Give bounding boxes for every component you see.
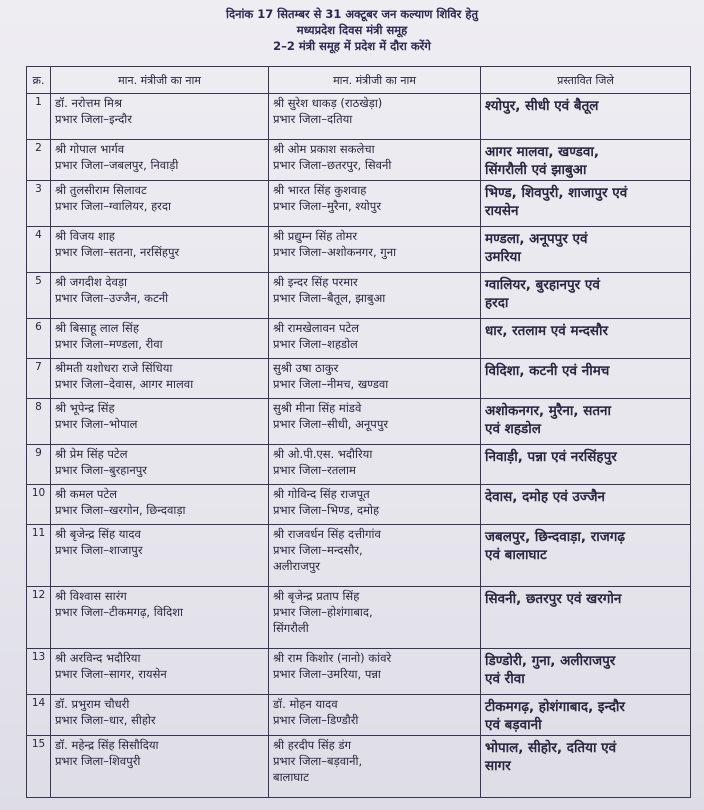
minister-2-cell [269,736,481,798]
minister-name: श्री राम किशोर (नानो) कांवरे [273,651,392,665]
minister-charge-district: प्रभार जिला–रतलाम [273,463,356,477]
minister-1-cell [51,181,269,227]
proposed-districts-text: एवं शहडोल [485,421,541,437]
proposed-districts-text: भोपाल, सीहोर, दतिया एवं [485,740,617,756]
proposed-districts-text: भिण्ड, शिवपुरी, शाजापुर एवं [485,185,628,201]
minister-name: श्री बिसाहू लाल सिंह [55,321,139,335]
minister-name: श्री रामखेलावन पटेल [273,321,360,335]
minister-charge-district: प्रभार जिला–मुरैना, श्योपुर [273,199,382,213]
proposed-districts-cell [481,736,691,798]
minister-charge-district: सिंगरौली [273,621,309,635]
minister-2-cell [269,525,481,587]
minister-1-cell [51,273,269,319]
minister-charge-district: प्रभार जिला–उमरिया, पन्ना [273,667,381,681]
proposed-districts-cell [481,525,691,587]
table-row [27,399,691,445]
minister-name: श्री राजवर्धन सिंह दत्तीगांव [273,527,381,541]
minister-charge-district: प्रभार जिला–दतिया [273,112,353,126]
minister-2-cell [269,695,481,736]
minister-charge-district: प्रभार जिला–शाजापुर [55,543,143,557]
table-row [27,227,691,273]
row-serial-number: 15 [27,736,51,798]
minister-name: श्री विजय शाह [55,229,115,243]
minister-charge-district: प्रभार जिला–बड़वानी, [273,754,363,768]
minister-name: डॉ. नरोत्तम मिश्र [55,96,122,110]
proposed-districts-cell [481,445,691,485]
document-header [0,0,704,54]
row-serial-number: 13 [27,649,51,695]
minister-name: श्री हरदीप सिंह डंग [273,738,351,752]
minister-name: डॉ. प्रभुराम चौधरी [55,697,130,711]
minister-1-cell [51,736,269,798]
proposed-districts-text: देवास, दमोह एवं उज्जैन [485,489,606,505]
row-serial-number: 7 [27,359,51,399]
minister-name: श्री भूपेन्द्र सिंह [55,401,115,415]
proposed-districts-text: उमरिया [485,249,521,265]
proposed-districts-cell [481,273,691,319]
proposed-districts-cell [481,94,691,140]
table-row [27,525,691,587]
proposed-districts-text: अशोकनगर, मुरैना, सतना [485,403,612,419]
minister-name: श्री कमल पटेल [55,487,118,501]
row-serial-number: 9 [27,445,51,485]
minister-charge-district: प्रभार जिला–टीकमगढ़, विदिशा [55,605,184,619]
minister-2-cell [269,485,481,525]
header-line-1: दिनांक 17 सितम्बर से 31 अक्टूबर जन कल्याण शिविर हेतु [225,7,479,21]
minister-name: श्री बृजेन्द्र सिंह यादव [55,527,141,541]
minister-charge-district: प्रभार जिला–अशोकनगर, गुना [273,245,397,259]
minister-2-cell [269,445,481,485]
minister-charge-district: प्रभार जिला–शहडोल [273,337,358,351]
minister-name: श्री गोपाल भार्गव [55,142,125,156]
proposed-districts-text: एवं बड़वानी [485,717,542,733]
minister-charge-district: प्रभार जिला–भिण्ड, दमोह [273,503,380,517]
minister-2-cell [269,319,481,359]
proposed-districts-text: आगर मालवा, खण्डवा, [485,144,599,160]
minister-name: श्री विश्वास सारंग [55,589,127,603]
minister-charge-district: प्रभार जिला–सागर, रायसेन [55,667,167,681]
proposed-districts-cell [481,140,691,181]
row-serial-number: 3 [27,181,51,227]
minister-charge-district: प्रभार जिला–बैतूल, झाबुआ [273,291,386,305]
minister-1-cell [51,587,269,649]
minister-charge-district: प्रभार जिला–खरगोन, छिन्दवाड़ा [55,503,186,517]
minister-charge-district: प्रभार जिला–भोपाल [55,417,138,431]
proposed-districts-text: सागर [485,758,511,774]
minister-charge-district: प्रभार जिला–छतरपुर, सिवनी [273,158,392,172]
proposed-districts-text: एवं रीवा [485,671,525,687]
proposed-districts-cell [481,399,691,445]
minister-2-cell [269,181,481,227]
row-serial-number: 11 [27,525,51,587]
minister-name: श्री प्रद्युम्न सिंह तोमर [273,229,358,243]
row-serial-number: 1 [27,94,51,140]
table-row [27,181,691,227]
minister-1-cell [51,399,269,445]
minister-2-cell [269,587,481,649]
proposed-districts-cell [481,359,691,399]
proposed-districts-text: जबलपुर, छिन्दवाड़ा, राजगढ़ [485,529,625,545]
minister-1-cell [51,649,269,695]
proposed-districts-cell [481,587,691,649]
proposed-districts-text: हरदा [485,295,509,311]
minister-2-cell [269,649,481,695]
minister-1-cell [51,319,269,359]
minister-charge-district: प्रभार जिला–जबलपुर, निवाड़ी [55,158,179,172]
column-header-minister-2: मान. मंत्रीजी का नाम [269,67,481,94]
proposed-districts-text: विदिशा, कटनी एवं नीमच [485,363,610,379]
minister-charge-district: प्रभार जिला–धार, सीहोर [55,713,156,727]
minister-charge-district: प्रभार जिला–मण्डला, रीवा [55,337,163,351]
minister-charge-district: प्रभार जिला–इन्दौर [55,112,132,126]
minister-charge-district: प्रभार जिला–होशंगाबाद, [273,605,373,619]
table-row [27,485,691,525]
minister-name: श्री प्रेम सिंह पटेल [55,447,128,461]
minister-name: श्री ओ.पी.एस. भदौरिया [273,447,373,461]
minister-charge-district: प्रभार जिला–नीमच, खण्डवा [273,377,389,391]
proposed-districts-cell [481,695,691,736]
table-row [27,359,691,399]
row-serial-number: 4 [27,227,51,273]
minister-charge-district: प्रभार जिला–डिण्डौरी [273,713,359,727]
proposed-districts-cell [481,227,691,273]
row-serial-number: 5 [27,273,51,319]
minister-charge-district: प्रभार जिला–उज्जैन, कटनी [55,291,169,305]
minister-charge-district: प्रभार जिला–मन्दसौर, [273,543,363,557]
minister-name: श्री जगदीश देवड़ा [55,275,127,289]
proposed-districts-text: निवाड़ी, पन्ना एवं नरसिंहपुर [485,449,617,465]
table-row [27,445,691,485]
minister-name: श्री इन्दर सिंह परमार [273,275,358,289]
minister-2-cell [269,359,481,399]
minister-name: श्री भारत सिंह कुशवाह [273,183,367,197]
table-row [27,273,691,319]
row-serial-number: 6 [27,319,51,359]
minister-2-cell [269,227,481,273]
column-header-serial: क्र. [27,67,51,94]
minister-name: श्री बृजेन्द्र प्रताप सिंह [273,589,360,603]
proposed-districts-cell [481,649,691,695]
table-header-row [27,67,691,94]
header-line-3: 2–2 मंत्री समूह में प्रदेश में दौरा करेंगे [273,39,431,53]
row-serial-number: 12 [27,587,51,649]
minister-group-table [26,66,691,798]
proposed-districts-text: श्योपुर, सीधी एवं बैतूल [485,98,599,114]
minister-name: श्री गोविन्द सिंह राजपूत [273,487,370,501]
proposed-districts-cell [481,485,691,525]
minister-2-cell [269,399,481,445]
minister-charge-district: बालाघाट [273,770,309,784]
proposed-districts-text: टीकमगढ़, होशंगाबाद, इन्दौर [485,699,625,715]
table-row [27,649,691,695]
minister-1-cell [51,359,269,399]
minister-name: डॉ. मोहन यादव [273,697,338,711]
minister-2-cell [269,140,481,181]
proposed-districts-text: डिण्डोरी, गुना, अलीराजपुर [485,653,616,669]
proposed-districts-text: सिंगरौली एवं झाबुआ [485,162,587,178]
table-row [27,94,691,140]
table-row [27,587,691,649]
header-line-2: मध्यप्रदेश दिवस मंत्री समूह [296,23,408,37]
proposed-districts-text: रायसेन [485,203,519,219]
minister-charge-district: प्रभार जिला–देवास, आगर मालवा [55,377,194,391]
minister-1-cell [51,445,269,485]
minister-charge-district: अलीराजपुर [273,559,321,573]
row-serial-number: 2 [27,140,51,181]
minister-1-cell [51,227,269,273]
minister-name: सुश्री उषा ठाकुर [273,361,339,375]
proposed-districts-text: धार, रतलाम एवं मन्दसौर [485,323,609,339]
row-serial-number: 14 [27,695,51,736]
minister-name: श्रीमती यशोधरा राजे सिंधिया [55,361,173,375]
table-row [27,736,691,798]
minister-1-cell [51,525,269,587]
proposed-districts-text: मण्डला, अनूपपुर एवं [485,231,588,247]
row-serial-number: 10 [27,485,51,525]
minister-2-cell [269,273,481,319]
minister-1-cell [51,485,269,525]
minister-1-cell [51,695,269,736]
minister-charge-district: प्रभार जिला–ग्वालियर, हरदा [55,199,171,213]
minister-charge-district: प्रभार जिला–सतना, नरसिंहपुर [55,245,180,259]
minister-charge-district: प्रभार जिला–बुरहानपुर [55,463,147,477]
minister-name: सुश्री मीना सिंह मांडवे [273,401,362,415]
column-header-districts: प्रस्तावित जिले [481,67,691,94]
table-body [27,94,691,798]
table-row [27,140,691,181]
minister-2-cell [269,94,481,140]
minister-1-cell [51,140,269,181]
proposed-districts-text: ग्वालियर, बुरहानपुर एवं [485,277,600,293]
minister-charge-district: प्रभार जिला–शिवपुरी [55,754,141,768]
proposed-districts-text: एवं बालाघाट [485,547,547,563]
minister-name: श्री सुरेश धाकड़ (राठखेड़ा) [273,96,383,110]
minister-name: श्री ओम प्रकाश सकलेचा [273,142,375,156]
proposed-districts-cell [481,319,691,359]
table-row [27,319,691,359]
row-serial-number: 8 [27,399,51,445]
minister-charge-district: प्रभार जिला–सीधी, अनूपपुर [273,417,389,431]
proposed-districts-text: सिवनी, छतरपुर एवं खरगोन [485,591,622,607]
minister-name: श्री तुलसीराम सिलावट [55,183,147,197]
table-row [27,695,691,736]
minister-1-cell [51,94,269,140]
proposed-districts-cell [481,181,691,227]
minister-name: श्री अरविन्द भदौरिया [55,651,141,665]
minister-name: डॉ. महेन्द्र सिंह सिसौदिया [55,738,159,752]
column-header-minister-1: मान. मंत्रीजी का नाम [51,67,269,94]
